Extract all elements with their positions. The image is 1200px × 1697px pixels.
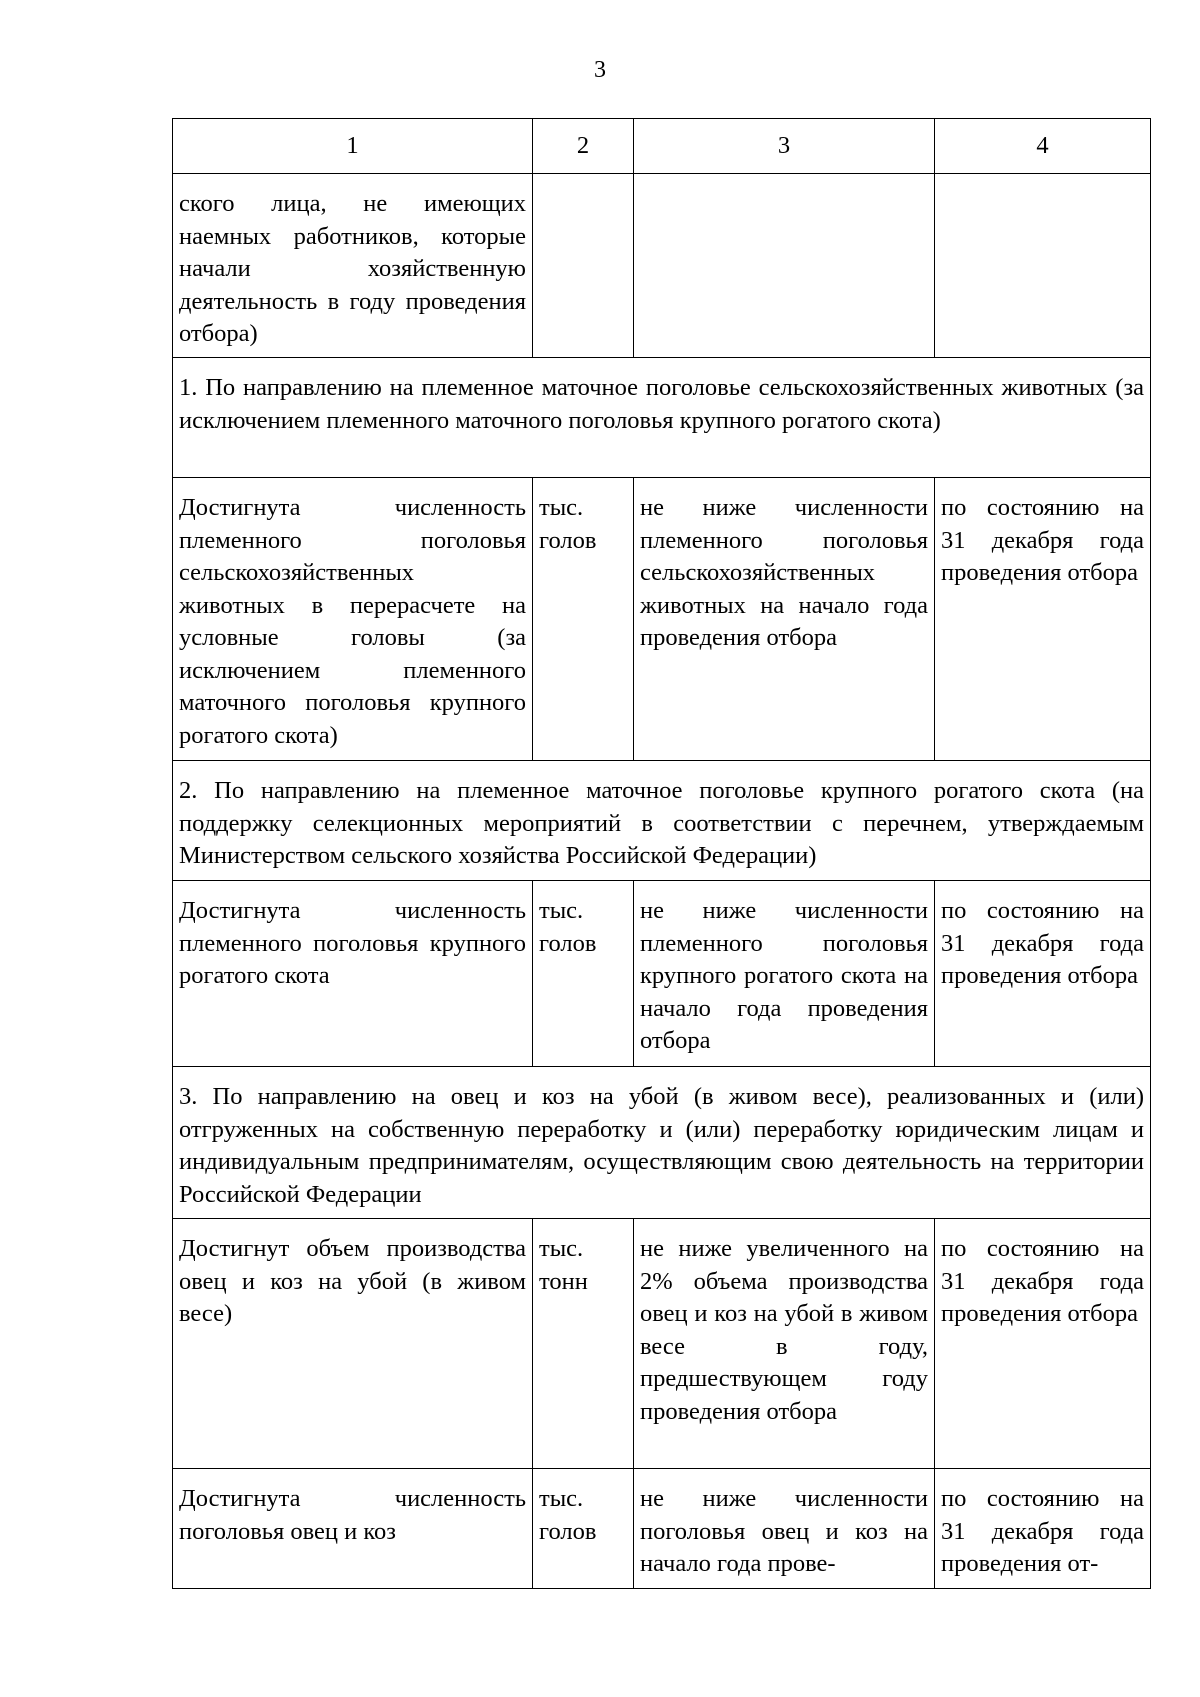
cell-indicator: Достигнута численность племенного поголовья крупного рогатого скота (173, 881, 533, 1067)
criteria-table (172, 118, 1151, 1589)
table-row (173, 478, 1151, 761)
cell-unit (533, 174, 634, 358)
section-row (173, 1067, 1151, 1219)
cell-date: по состоянию на 31 декабря года проведения от- (935, 1469, 1151, 1589)
table-header-row (173, 119, 1151, 174)
cell-value: не ниже численности племенного поголовья крупного рогатого скота на начало года проведения отбора (634, 881, 935, 1067)
table-row (173, 174, 1151, 358)
section-title: 3. По направлению на овец и коз на убой (в живом весе), реализованных и (или) отгруженных на собственную переработку и (или) переработку юридическим лицам и индивидуальным предпринимателям, осуществляющим свою деятельность на территории Российской Федерации (173, 1067, 1151, 1219)
table-row (173, 1469, 1151, 1589)
cell-indicator: Достигнута численность племенного поголовья сельскохозяйственных животных в перерасчете на условные головы (за исключением племенного маточного поголовья крупного рогатого скота) (173, 478, 533, 761)
section-row (173, 358, 1151, 478)
cell-date: по состоянию на 31 декабря года проведения отбора (935, 478, 1151, 761)
cell-value (634, 174, 935, 358)
header-cell-2: 2 (533, 119, 634, 174)
section-title: 2. По направлению на племенное маточное поголовье крупного рогатого скота (на поддержку селекционных мероприятий в соответствии с перечнем, утверждаемым Министерством сельского хозяйства Российской Федерации) (173, 761, 1151, 881)
table-row (173, 881, 1151, 1067)
table-row (173, 1219, 1151, 1469)
header-cell-3: 3 (634, 119, 935, 174)
cell-unit: тыс. голов (533, 1469, 634, 1589)
cell-unit: тыс. голов (533, 478, 634, 761)
cell-unit: тыс. голов (533, 881, 634, 1067)
cell-indicator: Достигнут объем производства овец и коз на убой (в живом весе) (173, 1219, 533, 1469)
cell-value: не ниже увеличенного на 2% объема производства овец и коз на убой в живом весе в году, предшествующем году проведения отбора (634, 1219, 935, 1469)
cell-unit: тыс. тонн (533, 1219, 634, 1469)
cell-indicator: Достигнута численность поголовья овец и коз (173, 1469, 533, 1589)
page-number: 3 (594, 57, 606, 83)
section-title: 1. По направлению на племенное маточное поголовье сельскохозяйственных животных (за исключением племенного маточного поголовья крупного рогатого скота) (173, 358, 1151, 478)
cell-date: по состоянию на 31 декабря года проведения отбора (935, 881, 1151, 1067)
section-row (173, 761, 1151, 881)
header-cell-4: 4 (935, 119, 1151, 174)
header-cell-1: 1 (173, 119, 533, 174)
cell-value: не ниже численности поголовья овец и коз на начало года прове- (634, 1469, 935, 1589)
cell-date (935, 174, 1151, 358)
cell-date: по состоянию на 31 декабря года проведения отбора (935, 1219, 1151, 1469)
cell-indicator: ского лица, не имеющих наемных работников, которые начали хозяйственную деятельность в году проведения отбора) (173, 174, 533, 358)
cell-value: не ниже численности племенного поголовья сельскохозяйственных животных на начало года проведения отбора (634, 478, 935, 761)
